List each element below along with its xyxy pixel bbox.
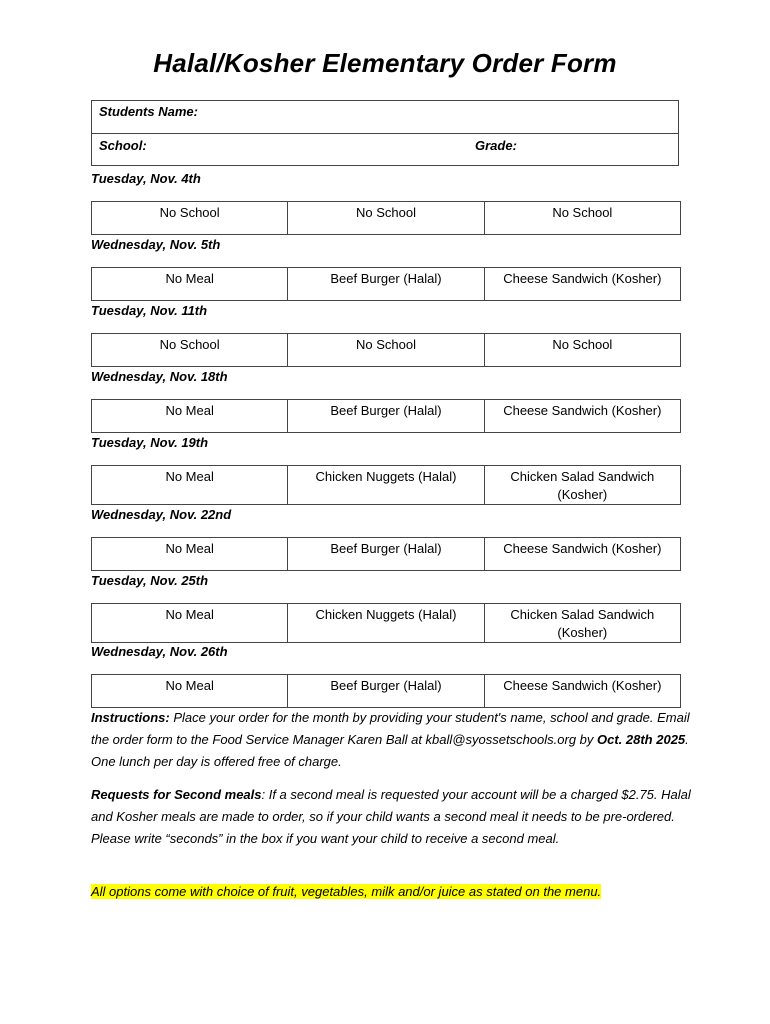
grade-label: Grade:: [475, 138, 517, 153]
student-name-label: Students Name:: [99, 104, 198, 119]
day-label: Tuesday, Nov. 4th: [91, 171, 201, 186]
meal-row: [92, 675, 681, 708]
second-meals-paragraph: [91, 784, 691, 850]
instructions-label: Instructions:: [91, 710, 170, 725]
meal-option[interactable]: Cheese Sandwich (Kosher): [484, 538, 680, 571]
meal-option[interactable]: No School: [288, 334, 484, 367]
meal-table: [91, 537, 681, 571]
meal-option[interactable]: Beef Burger (Halal): [288, 268, 484, 301]
day-label: Wednesday, Nov. 22nd: [91, 507, 232, 522]
student-info-box: [91, 100, 679, 166]
meal-option[interactable]: No School: [92, 202, 288, 235]
meal-table: [91, 267, 681, 301]
meal-option[interactable]: Cheese Sandwich (Kosher): [484, 268, 680, 301]
page-title: Halal/Kosher Elementary Order Form: [153, 48, 617, 78]
meal-row: [92, 604, 681, 643]
meal-option[interactable]: No Meal: [92, 268, 288, 301]
day-label: Tuesday, Nov. 11th: [91, 303, 208, 318]
meal-option[interactable]: Beef Burger (Halal): [288, 538, 484, 571]
day-label: Tuesday, Nov. 19th: [91, 435, 209, 450]
meal-table: [91, 333, 681, 367]
meal-option[interactable]: No Meal: [92, 538, 288, 571]
meal-option[interactable]: No Meal: [92, 604, 288, 643]
instructions-text: Place your order for the month by providing your student's name, school and grade. Email the order form to the Food Service Manager Karen Ball at kball@syossetschools.org by: [91, 710, 690, 747]
meal-option[interactable]: Chicken Salad Sandwich (Kosher): [484, 604, 680, 643]
meal-table: [91, 674, 681, 708]
meal-row: [92, 334, 681, 367]
meal-option[interactable]: No School: [288, 202, 484, 235]
meal-row: [92, 400, 681, 433]
day-label: Wednesday, Nov. 5th: [91, 237, 221, 252]
meal-row: [92, 268, 681, 301]
school-label: School:: [99, 138, 147, 153]
menu-note: All options come with choice of fruit, vegetables, milk and/or juice as stated on the menu.: [91, 884, 602, 899]
meal-row: [92, 538, 681, 571]
meal-option[interactable]: No School: [92, 334, 288, 367]
meal-row: [92, 202, 681, 235]
meal-option[interactable]: Chicken Salad Sandwich (Kosher): [484, 466, 680, 505]
meal-option[interactable]: No Meal: [92, 466, 288, 505]
meal-table: [91, 201, 681, 235]
meal-option[interactable]: Cheese Sandwich (Kosher): [484, 675, 680, 708]
meal-option[interactable]: Chicken Nuggets (Halal): [288, 466, 484, 505]
meal-table: [91, 399, 681, 433]
second-meals-text: : If a second meal is requested your account will be a charged $2.75. Halal and Kosher meals are made to order, so if your child wants a second meal it needs to be pre-ordered. Please write “seconds” in the box if you want your child to receive a second meal.: [91, 787, 691, 846]
meal-option[interactable]: Chicken Nuggets (Halal): [288, 604, 484, 643]
day-label: Tuesday, Nov. 25th: [91, 573, 209, 588]
meal-row: [92, 466, 681, 505]
meal-table: [91, 603, 681, 643]
meal-option[interactable]: Beef Burger (Halal): [288, 400, 484, 433]
meal-option[interactable]: No School: [484, 334, 680, 367]
meal-table: [91, 465, 681, 505]
student-name-row[interactable]: [92, 101, 678, 134]
note-paragraph: [91, 881, 691, 903]
meal-option[interactable]: No School: [484, 202, 680, 235]
instructions-text-end: . One lunch per day is offered free of charge.: [91, 732, 689, 769]
meal-option[interactable]: No Meal: [92, 675, 288, 708]
meal-option[interactable]: No Meal: [92, 400, 288, 433]
day-label: Wednesday, Nov. 18th: [91, 369, 228, 384]
meal-option[interactable]: Beef Burger (Halal): [288, 675, 484, 708]
second-meals-label: Requests for Second meals: [91, 787, 262, 802]
day-label: Wednesday, Nov. 26th: [91, 644, 228, 659]
deadline-text: Oct. 28th 2025: [597, 732, 686, 747]
instructions-paragraph: [91, 707, 691, 773]
meal-option[interactable]: Cheese Sandwich (Kosher): [484, 400, 680, 433]
